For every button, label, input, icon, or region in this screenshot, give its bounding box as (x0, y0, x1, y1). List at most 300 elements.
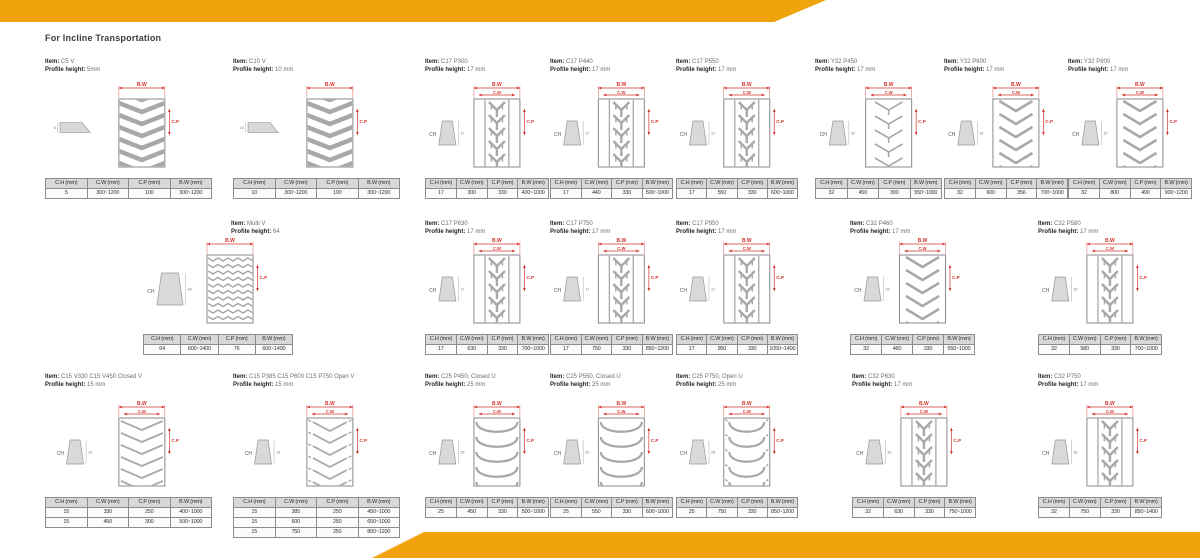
profile-height-label: Profile height: (550, 229, 591, 236)
top-accent-band (0, 0, 826, 22)
table-row (426, 345, 549, 355)
svg-text:CH: CH (856, 450, 864, 457)
item-name-line (1038, 220, 1162, 228)
spec-table (850, 334, 975, 355)
svg-text:C.P: C.P (359, 119, 368, 124)
item-name: Y32 P450 (830, 59, 858, 65)
spec-col-header: C.W (mm) (275, 498, 317, 508)
profile-height-value: 25 mm (592, 382, 611, 389)
belt-item (1038, 373, 1162, 518)
item-name-line (425, 373, 549, 381)
spec-col-header: B.W (mm) (518, 335, 549, 345)
spec-col-header: C.P (mm) (317, 179, 359, 189)
item-header (676, 58, 798, 74)
svg-text:B.W: B.W (492, 401, 502, 407)
item-label: Item: (425, 374, 440, 380)
spec-col-header: C.P (mm) (487, 179, 518, 189)
svg-text:C.W: C.W (742, 409, 751, 414)
svg-text:B.W: B.W (1011, 82, 1021, 88)
spec-header-row (234, 498, 400, 508)
spec-cell: 400~1000 (170, 508, 212, 518)
table-row (1039, 345, 1162, 355)
spec-cell: 650~1000 (358, 518, 400, 528)
spec-col-header: C.W (mm) (883, 498, 914, 508)
spec-cell: 300~1200 (87, 189, 129, 199)
item-header (550, 58, 673, 74)
svg-text:C.W: C.W (492, 246, 501, 251)
spec-col-header: B.W (mm) (1131, 335, 1162, 345)
spec-cell: 330 (487, 508, 518, 518)
item-header (676, 373, 798, 389)
spec-table (1038, 334, 1162, 355)
item-header (944, 58, 1068, 74)
profile-height-line (676, 66, 798, 74)
profile-height-label: Profile height: (676, 229, 717, 236)
belt-diagram-svg (233, 74, 400, 178)
table-row (853, 508, 976, 518)
spec-cell: 600~1000 (767, 189, 797, 199)
spec-col-header: C.H (mm) (551, 498, 582, 508)
profile-height-label: Profile height: (425, 67, 466, 74)
svg-text:C.W: C.W (884, 90, 893, 95)
spec-cell: 450~1000 (358, 508, 400, 518)
svg-text:CH: CH (679, 287, 687, 294)
spec-col-header: C.W (mm) (882, 335, 913, 345)
item-name: C15 V330 C15 V450 Closed V (61, 374, 143, 380)
item-name: C17 P300 (441, 59, 468, 65)
belt-diagram (45, 389, 212, 497)
profile-height-label: Profile height: (676, 67, 717, 74)
belt-item (143, 220, 293, 355)
spec-col-header: C.W (mm) (87, 179, 129, 189)
spec-col-header: C.W (mm) (87, 498, 129, 508)
svg-text:17: 17 (710, 287, 716, 292)
item-label: Item: (233, 374, 248, 380)
profile-height-line (676, 381, 798, 389)
spec-cell: 64 (144, 345, 181, 355)
svg-text:64: 64 (187, 287, 192, 292)
spec-col-header: C.H (mm) (46, 179, 88, 189)
item-label: Item: (850, 221, 865, 227)
belt-diagram-svg (676, 236, 798, 334)
spec-header-row (677, 179, 798, 189)
svg-text:25: 25 (585, 450, 590, 455)
svg-text:CH: CH (679, 450, 687, 457)
item-name-line (676, 373, 798, 381)
spec-cell: 330 (487, 189, 518, 199)
svg-text:32: 32 (1073, 450, 1078, 455)
table-row (945, 189, 1068, 199)
svg-text:C.W: C.W (325, 409, 334, 414)
belt-diagram-svg (425, 74, 549, 178)
spec-cell: 300 (129, 518, 171, 528)
spec-cell: 330 (737, 508, 767, 518)
svg-text:CH: CH (553, 287, 562, 294)
spec-col-header: B.W (mm) (945, 498, 976, 508)
belt-item (550, 220, 673, 355)
spec-col-header: C.H (mm) (677, 179, 707, 189)
spec-col-header: C.W (mm) (275, 179, 317, 189)
spec-cell: 850~1400 (1131, 508, 1162, 518)
spec-cell: 300 (879, 189, 911, 199)
profile-height-value: 5mm (87, 67, 101, 74)
spec-col-header: C.P (mm) (317, 498, 359, 508)
svg-text:32: 32 (1073, 287, 1078, 292)
spec-col-header: C.P (mm) (218, 335, 255, 345)
spec-header-row (46, 498, 212, 508)
spec-col-header: B.W (mm) (1161, 179, 1192, 189)
spec-cell: 500~1000 (518, 508, 549, 518)
belt-item (676, 220, 798, 355)
item-header (1038, 220, 1162, 236)
bottom-accent-band (372, 532, 1200, 558)
profile-height-value: 25 mm (467, 382, 486, 389)
spec-col-header: B.W (mm) (642, 179, 673, 189)
svg-text:B.W: B.W (616, 401, 627, 407)
svg-text:CH: CH (948, 131, 956, 138)
table-row (677, 345, 798, 355)
svg-text:B.W: B.W (917, 238, 928, 244)
belt-item (676, 58, 798, 199)
spec-cell: 32 (1039, 508, 1070, 518)
profile-height-label: Profile height: (850, 229, 891, 236)
spec-cell: 630 (883, 508, 914, 518)
spec-col-header: C.P (mm) (737, 335, 767, 345)
belt-diagram-svg (944, 74, 1068, 178)
svg-text:B.W: B.W (492, 82, 502, 88)
spec-col-header: B.W (mm) (767, 335, 797, 345)
item-name: Y32 P800 (1083, 59, 1111, 65)
spec-col-header: C.W (mm) (1099, 179, 1130, 189)
belt-item (425, 58, 549, 199)
svg-text:B.W: B.W (1135, 82, 1145, 88)
profile-height-line (944, 66, 1068, 74)
belt-diagram (233, 74, 400, 178)
spec-header-row (551, 179, 673, 189)
item-name-line (676, 220, 798, 228)
svg-text:C.P: C.P (952, 275, 960, 280)
item-name-line (425, 58, 549, 66)
spec-cell: 250 (129, 508, 171, 518)
item-name: C5 V (61, 59, 75, 65)
profile-height-line (550, 381, 673, 389)
item-name: C32 P580 (1054, 221, 1081, 227)
spec-col-header: B.W (mm) (944, 335, 975, 345)
table-row (426, 508, 549, 518)
profile-height-label: Profile height: (233, 67, 274, 74)
belt-diagram (550, 236, 673, 334)
spec-header-row (816, 179, 942, 189)
belt-item (550, 58, 673, 199)
item-name: C17 P950 (692, 221, 719, 227)
spec-cell: 15 (46, 508, 88, 518)
item-label: Item: (231, 221, 246, 227)
spec-cell: 100 (317, 189, 359, 199)
spec-col-header: C.H (mm) (677, 498, 707, 508)
svg-text:C.W: C.W (137, 409, 146, 414)
svg-text:C.P: C.P (1139, 275, 1148, 280)
spec-cell: 500~1000 (170, 518, 212, 528)
svg-text:C.W: C.W (492, 409, 501, 414)
spec-cell: 580 (1069, 345, 1100, 355)
belt-diagram (45, 74, 212, 178)
spec-cell: 250 (317, 518, 359, 528)
spec-cell: 330 (913, 345, 944, 355)
svg-text:C.P: C.P (776, 438, 784, 443)
spec-cell: 400~1000 (518, 189, 549, 199)
spec-cell: 550 (707, 189, 737, 199)
spec-col-header: C.P (mm) (487, 335, 518, 345)
svg-text:C.P: C.P (1169, 119, 1178, 124)
spec-col-header: C.W (mm) (581, 179, 612, 189)
svg-text:C.W: C.W (918, 246, 927, 251)
spec-header-row (426, 335, 549, 345)
page-title: For Incline Transportation (45, 33, 162, 43)
spec-cell: 800~1200 (358, 528, 400, 538)
belt-diagram-svg (425, 236, 549, 334)
table-row (551, 508, 673, 518)
profile-height-line (233, 66, 400, 74)
belt-diagram-svg (1068, 74, 1192, 178)
item-label: Item: (852, 374, 867, 380)
spec-col-header: B.W (mm) (767, 498, 797, 508)
spec-col-header: C.H (mm) (551, 179, 582, 189)
spec-cell: 25 (426, 508, 457, 518)
spec-col-header: C.H (mm) (677, 335, 707, 345)
spec-col-header: C.H (mm) (853, 498, 884, 508)
spec-cell: 10 (234, 189, 276, 199)
svg-text:B.W: B.W (136, 82, 147, 88)
spec-cell: 15 (234, 518, 276, 528)
spec-table (815, 178, 942, 199)
profile-height-line (1038, 228, 1162, 236)
spec-cell: 700~1000 (1131, 345, 1162, 355)
svg-text:B.W: B.W (1105, 401, 1115, 407)
svg-text:C.W: C.W (492, 90, 501, 95)
profile-height-value: 17 mm (894, 382, 913, 389)
spec-col-header: C.W (mm) (975, 179, 1006, 189)
item-name-line (1038, 373, 1162, 381)
item-label: Item: (676, 59, 691, 65)
svg-text:25: 25 (710, 450, 716, 455)
table-row (234, 528, 400, 538)
item-name: C17 P630 (441, 221, 468, 227)
spec-table (425, 334, 549, 355)
spec-col-header: C.W (mm) (1069, 335, 1100, 345)
table-row (551, 189, 673, 199)
spec-cell: 330 (737, 189, 767, 199)
table-row (816, 189, 942, 199)
item-name: C15 P385 C15 P600 C15 P750 Open V (249, 374, 355, 380)
svg-text:C.W: C.W (617, 409, 626, 414)
svg-text:C.P: C.P (526, 275, 535, 280)
svg-text:B.W: B.W (741, 82, 752, 88)
item-name-line (550, 373, 673, 381)
item-name: C17 P550 (692, 59, 719, 65)
item-name-line (233, 58, 400, 66)
profile-height-value: 17 mm (986, 67, 1005, 74)
spec-cell: 100 (129, 189, 171, 199)
belt-diagram (143, 236, 293, 334)
profile-height-line (45, 66, 212, 74)
spec-col-header: C.H (mm) (1039, 335, 1070, 345)
profile-height-label: Profile height: (676, 382, 717, 389)
item-name: C25 P550, Closed U (566, 374, 621, 380)
item-header (425, 220, 549, 236)
spec-cell: 600~1400 (181, 345, 218, 355)
belt-diagram (676, 74, 798, 178)
item-header (425, 58, 549, 74)
spec-cell: 600 (975, 189, 1006, 199)
profile-height-line (425, 66, 549, 74)
svg-text:B.W: B.W (919, 401, 929, 407)
spec-cell: 330 (914, 508, 945, 518)
item-label: Item: (550, 59, 565, 65)
item-name-line (425, 220, 549, 228)
belt-diagram (676, 389, 798, 497)
spec-table (550, 334, 673, 355)
spec-table (1038, 497, 1162, 518)
svg-text:B.W: B.W (492, 238, 502, 244)
item-label: Item: (550, 374, 565, 380)
table-row (144, 345, 293, 355)
profile-height-label: Profile height: (1038, 382, 1079, 389)
spec-col-header: C.W (mm) (1069, 498, 1100, 508)
spec-cell: 17 (426, 345, 457, 355)
svg-text:C.P: C.P (526, 438, 535, 443)
spec-col-header: C.H (mm) (426, 498, 457, 508)
svg-text:CH: CH (553, 450, 562, 457)
spec-col-header: C.H (mm) (426, 179, 457, 189)
spec-cell: 440 (581, 189, 612, 199)
table-row (1039, 508, 1162, 518)
profile-height-value: 17 mm (892, 229, 911, 236)
belt-diagram (852, 389, 976, 497)
belt-diagram-svg (45, 74, 212, 178)
spec-cell: 32 (1039, 345, 1070, 355)
item-header (45, 58, 212, 74)
belt-item (233, 58, 400, 199)
spec-col-header: C.W (mm) (707, 179, 737, 189)
item-header (45, 373, 212, 389)
spec-table (45, 497, 212, 528)
item-name-line (550, 220, 673, 228)
svg-text:B.W: B.W (225, 238, 235, 244)
spec-cell: 1050~1400 (767, 345, 797, 355)
svg-text:C.W: C.W (1011, 90, 1020, 95)
spec-table (676, 178, 798, 199)
belt-diagram-svg (1038, 236, 1162, 334)
item-label: Item: (550, 221, 565, 227)
spec-cell: 750~1000 (945, 508, 976, 518)
profile-height-value: 17 mm (1110, 67, 1129, 74)
profile-height-line (231, 228, 293, 236)
item-name: C17 P750 (566, 221, 593, 227)
profile-height-label: Profile height: (425, 382, 466, 389)
item-name-line (944, 58, 1068, 66)
spec-cell: 630 (456, 345, 487, 355)
profile-height-line (1068, 66, 1192, 74)
spec-col-header: C.P (mm) (879, 179, 911, 189)
profile-height-label: Profile height: (1068, 67, 1109, 74)
svg-text:B.W: B.W (616, 238, 627, 244)
svg-text:15: 15 (276, 450, 281, 455)
table-row (551, 345, 673, 355)
spec-table (233, 497, 400, 538)
svg-text:32: 32 (885, 287, 890, 292)
profile-height-label: Profile height: (233, 382, 274, 389)
svg-text:CH: CH (244, 450, 253, 457)
spec-cell: 950 (707, 345, 737, 355)
spec-cell: 25 (551, 508, 582, 518)
svg-text:32: 32 (979, 131, 984, 136)
item-name-line (45, 58, 212, 66)
item-name-line (550, 58, 673, 66)
item-name: C17 P440 (566, 59, 593, 65)
svg-text:CH: CH (429, 287, 437, 294)
profile-height-line (850, 228, 975, 236)
spec-table (425, 178, 549, 199)
svg-text:CH: CH (1042, 287, 1050, 294)
item-header (233, 373, 400, 389)
belt-diagram (425, 389, 549, 497)
svg-text:C.W: C.W (1135, 90, 1144, 95)
spec-col-header: C.H (mm) (1039, 498, 1070, 508)
svg-text:C.W: C.W (919, 409, 928, 414)
belt-diagram (944, 74, 1068, 178)
spec-cell: 330 (612, 189, 643, 199)
belt-diagram (233, 389, 400, 497)
profile-height-line (425, 228, 549, 236)
profile-height-value: 15 mm (87, 382, 106, 389)
table-row (677, 189, 798, 199)
spec-cell: 385 (275, 508, 317, 518)
spec-table (676, 497, 798, 518)
spec-cell: 300 (456, 189, 487, 199)
spec-header-row (551, 335, 673, 345)
spec-cell: 32 (816, 189, 848, 199)
svg-text:32: 32 (1103, 131, 1108, 136)
spec-cell: 17 (551, 189, 582, 199)
item-header (143, 220, 293, 236)
spec-cell: 300~1200 (170, 189, 212, 199)
belt-diagram-svg (233, 389, 400, 497)
spec-col-header: B.W (mm) (910, 179, 942, 189)
profile-height-label: Profile height: (45, 67, 86, 74)
belt-diagram (850, 236, 975, 334)
svg-text:17: 17 (585, 287, 590, 292)
spec-cell: 17 (677, 189, 707, 199)
profile-height-label: Profile height: (815, 67, 856, 74)
spec-cell: 15 (234, 508, 276, 518)
spec-col-header: C.P (mm) (612, 179, 643, 189)
spec-cell: 300~1200 (275, 189, 317, 199)
belt-item (425, 220, 549, 355)
profile-height-value: 17 mm (718, 67, 737, 74)
svg-text:C.W: C.W (617, 90, 626, 95)
belt-diagram (550, 74, 673, 178)
svg-text:CH: CH (854, 287, 862, 294)
belt-item (233, 373, 400, 538)
item-header (1038, 373, 1162, 389)
spec-col-header: C.P (mm) (129, 498, 171, 508)
table-row (234, 518, 400, 528)
profile-height-label: Profile height: (944, 67, 985, 74)
belt-item (676, 373, 798, 518)
spec-col-header: C.H (mm) (551, 335, 582, 345)
spec-col-header: B.W (mm) (358, 179, 400, 189)
spec-cell: 32 (945, 189, 976, 199)
